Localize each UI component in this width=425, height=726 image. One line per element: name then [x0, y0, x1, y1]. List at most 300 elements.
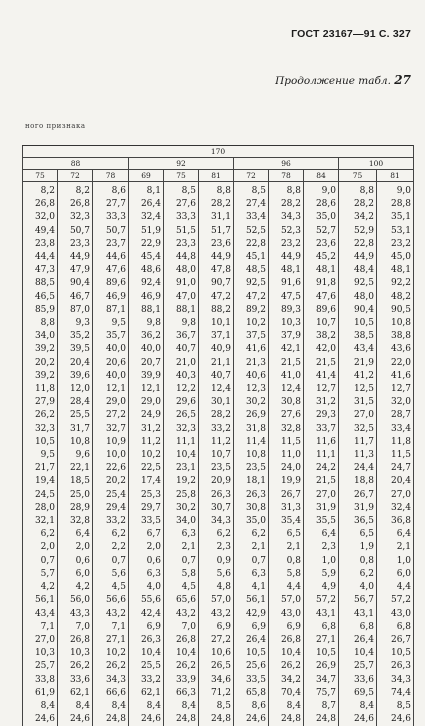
table-row: [23, 304, 414, 317]
table-cell: 10,7: [304, 317, 339, 330]
table-cell: 32,5: [339, 423, 377, 436]
table-cell: 32,0: [377, 396, 414, 409]
table-cell: 5,8: [269, 568, 304, 581]
table-cell: 11,6: [304, 436, 339, 449]
table-cell: 12,5: [339, 383, 377, 396]
table-cell: 22,6: [93, 462, 129, 475]
table-cell: 32,4: [129, 211, 164, 224]
table-cell: 26,4: [339, 634, 377, 647]
table-cell: 28,2: [199, 409, 234, 422]
table-cell: 48,0: [164, 264, 199, 277]
table-cell: 20,6: [93, 357, 129, 370]
table-cell: 12,2: [164, 383, 199, 396]
header-sub: 81: [199, 170, 234, 182]
table-cell: 1,9: [339, 541, 377, 554]
table-cell: 34,3: [269, 211, 304, 224]
table-row: [23, 251, 414, 264]
table-cell: 33,5: [234, 674, 269, 687]
table-cell: 28,4: [58, 396, 93, 409]
table-cell: 9,8: [164, 317, 199, 330]
table-number: 27: [394, 73, 411, 87]
table-cell: 8,8: [199, 185, 234, 198]
table-cell: 25,4: [93, 489, 129, 502]
table-cell: 20,7: [129, 357, 164, 370]
table-cell: 40,0: [129, 343, 164, 356]
table-cell: 34,7: [304, 674, 339, 687]
table-cell: 46,9: [129, 291, 164, 304]
table-cell: 31,9: [339, 502, 377, 515]
table-cell: 10,5: [377, 647, 414, 660]
table-cell: 10,3: [269, 317, 304, 330]
table-cell: 34,0: [23, 330, 58, 343]
table-cell: 6,8: [304, 621, 339, 634]
table-cell: 9,0: [304, 185, 339, 198]
table-cell: 4,8: [199, 581, 234, 594]
table-cell: 4,1: [234, 581, 269, 594]
table-cell: 4,2: [58, 581, 93, 594]
header-sub: 78: [93, 170, 129, 182]
table-cell: 2,1: [377, 541, 414, 554]
table-cell: 2,2: [93, 541, 129, 554]
table-row: [23, 436, 414, 449]
table-cell: 10,8: [377, 317, 414, 330]
table-cell: 28,6: [304, 198, 339, 211]
table-row: [23, 660, 414, 673]
table-cell: 47,9: [58, 264, 93, 277]
table-cell: 48,1: [269, 264, 304, 277]
table-cell: 36,2: [129, 330, 164, 343]
table-cell: 47,6: [304, 291, 339, 304]
table-cell: 8,2: [23, 185, 58, 198]
table-cell: 8,4: [129, 700, 164, 713]
table-cell: 24,9: [129, 409, 164, 422]
table-row: [23, 581, 414, 594]
table-cell: 19,4: [23, 475, 58, 488]
table-cell: 24,0: [269, 462, 304, 475]
table-cell: 57,2: [377, 594, 414, 607]
table-cell: 31,7: [58, 423, 93, 436]
table-cell: 39,9: [129, 370, 164, 383]
table-row: [23, 489, 414, 502]
table-cell: 4,4: [377, 581, 414, 594]
table-cell: 9,8: [129, 317, 164, 330]
table-cell: 49,4: [23, 225, 58, 238]
table-cell: 57,0: [269, 594, 304, 607]
header-sub: 81: [377, 170, 414, 182]
table-cell: 24,2: [304, 462, 339, 475]
table-cell: 26,7: [269, 489, 304, 502]
table-cell: 25,7: [23, 660, 58, 673]
table-cell: 22,1: [58, 462, 93, 475]
table-cell: 40,7: [199, 370, 234, 383]
table-cell: 44,9: [269, 251, 304, 264]
table-cell: 42,1: [269, 343, 304, 356]
table-cell: 25,6: [234, 660, 269, 673]
table-cell: 74,4: [377, 687, 414, 700]
header-sub: 72: [58, 170, 93, 182]
table-cell: 39,5: [58, 343, 93, 356]
table-cell: 11,0: [269, 449, 304, 462]
table-cell: 20,4: [58, 357, 93, 370]
table-cell: 8,4: [23, 700, 58, 713]
header-top: 170: [23, 146, 414, 158]
table-cell: 44,9: [199, 251, 234, 264]
table-cell: 41,6: [234, 343, 269, 356]
table-cell: 6,4: [304, 528, 339, 541]
table-cell: 23,5: [199, 462, 234, 475]
table-cell: 7,0: [164, 621, 199, 634]
table-cell: 6,8: [377, 621, 414, 634]
table-cell: 26,8: [58, 198, 93, 211]
table-cell: 33,6: [339, 674, 377, 687]
table-cell: 37,1: [199, 330, 234, 343]
table-cell: 31,2: [129, 423, 164, 436]
table-cell: 10,5: [234, 647, 269, 660]
table-cell: 43,2: [164, 608, 199, 621]
table-cell: 8,5: [234, 185, 269, 198]
table-cell: 44,6: [93, 251, 129, 264]
table-cell: 34,3: [199, 515, 234, 528]
table-row: [23, 568, 414, 581]
table-cell: 12,1: [93, 383, 129, 396]
table-row: [23, 449, 414, 462]
table-cell: 19,2: [164, 475, 199, 488]
table-cell: 26,8: [269, 634, 304, 647]
header-sub: 84: [304, 170, 339, 182]
table-cell: 43,4: [23, 608, 58, 621]
table-cell: 10,3: [23, 647, 58, 660]
table-cell: 8,4: [269, 700, 304, 713]
table-cell: 12,0: [58, 383, 93, 396]
table-cell: 88,5: [23, 277, 58, 290]
table-cell: 47,0: [164, 291, 199, 304]
table-cell: 66,6: [93, 687, 129, 700]
table-cell: 26,5: [199, 660, 234, 673]
table-cell: 10,2: [234, 317, 269, 330]
table-cell: 6,3: [129, 568, 164, 581]
table-cell: 48,4: [339, 264, 377, 277]
table-cell: 46,5: [23, 291, 58, 304]
table-row: [23, 423, 414, 436]
table-cell: 28,8: [377, 198, 414, 211]
table-cell: 4,0: [339, 581, 377, 594]
table-cell: 5,6: [199, 568, 234, 581]
table-cell: 89,6: [304, 304, 339, 317]
table-cell: 34,3: [377, 674, 414, 687]
table-cell: 11,8: [377, 436, 414, 449]
table-cell: 62,1: [129, 687, 164, 700]
table-row: [23, 343, 414, 356]
table-cell: 6,2: [339, 568, 377, 581]
table-cell: 28,2: [269, 198, 304, 211]
table-cell: 28,7: [377, 409, 414, 422]
table-cell: 88,2: [199, 304, 234, 317]
table-cell: 33,3: [93, 211, 129, 224]
table-row: [23, 291, 414, 304]
header-group: 96: [234, 158, 339, 170]
table-cell: 24,6: [58, 713, 93, 726]
table-cell: 18,5: [58, 475, 93, 488]
table-cell: 10,8: [234, 449, 269, 462]
table-cell: 26,8: [23, 198, 58, 211]
table-cell: 5,9: [304, 568, 339, 581]
table-cell: 26,3: [234, 489, 269, 502]
table-cell: 11,5: [377, 449, 414, 462]
table-cell: 88,1: [129, 304, 164, 317]
table-cell: 8,4: [339, 700, 377, 713]
table-cell: 56,6: [93, 594, 129, 607]
table-cell: 51,9: [129, 225, 164, 238]
table-cell: 1,0: [304, 555, 339, 568]
table-row: [23, 462, 414, 475]
table-cell: 24,6: [339, 713, 377, 726]
table-cell: 26,2: [269, 660, 304, 673]
table-cell: 25,8: [164, 489, 199, 502]
table-row: [23, 211, 414, 224]
table-row: [23, 198, 414, 211]
table-cell: 8,5: [377, 700, 414, 713]
table-cell: 12,1: [129, 383, 164, 396]
table-cell: 30,8: [234, 502, 269, 515]
table-cell: 61,9: [23, 687, 58, 700]
table-cell: 30,2: [234, 396, 269, 409]
table-cell: 2,0: [129, 541, 164, 554]
table-cell: 7,1: [93, 621, 129, 634]
table-cell: 18,1: [234, 475, 269, 488]
table-cell: 47,2: [234, 291, 269, 304]
table-cell: 6,3: [234, 568, 269, 581]
table-cell: 48,1: [377, 264, 414, 277]
table-cell: 92,4: [129, 277, 164, 290]
table-cell: 17,4: [129, 475, 164, 488]
table-cell: 23,6: [199, 238, 234, 251]
table-cell: 12,7: [304, 383, 339, 396]
table-cell: 33,9: [164, 674, 199, 687]
table-row: [23, 225, 414, 238]
table-cell: 1,0: [377, 555, 414, 568]
table-cell: 8,2: [58, 185, 93, 198]
table-cell: 88,1: [164, 304, 199, 317]
table-cell: 10,4: [164, 647, 199, 660]
table-cell: 40,0: [93, 343, 129, 356]
table-cell: 27,0: [377, 489, 414, 502]
table-cell: 29,7: [129, 502, 164, 515]
table-cell: 24,6: [129, 713, 164, 726]
table-row: [23, 674, 414, 687]
table-cell: 38,2: [304, 330, 339, 343]
table-cell: 6,2: [199, 528, 234, 541]
table-cell: 44,8: [164, 251, 199, 264]
table-cell: 5,8: [164, 568, 199, 581]
continuation-text: Продолжение табл.: [275, 75, 391, 87]
table-cell: 21,9: [339, 357, 377, 370]
table-cell: 37,5: [234, 330, 269, 343]
table-cell: 43,0: [269, 608, 304, 621]
table-cell: 27,2: [199, 634, 234, 647]
table-cell: 20,2: [23, 357, 58, 370]
table-cell: 10,4: [164, 449, 199, 462]
table-cell: 11,2: [199, 436, 234, 449]
table-row: [23, 238, 414, 251]
table-cell: 35,0: [304, 211, 339, 224]
table-cell: 92,5: [234, 277, 269, 290]
table-cell: 51,5: [164, 225, 199, 238]
table-cell: 2,3: [304, 541, 339, 554]
table-row: [23, 555, 414, 568]
table-cell: 8,8: [23, 317, 58, 330]
table-cell: 41,0: [269, 370, 304, 383]
table-cell: 8,6: [93, 185, 129, 198]
table-cell: 45,1: [234, 251, 269, 264]
table-cell: 30,8: [269, 396, 304, 409]
table-cell: 10,5: [304, 647, 339, 660]
table-cell: 26,8: [58, 634, 93, 647]
table-row: [23, 634, 414, 647]
table-cell: 6,9: [199, 621, 234, 634]
table-cell: 9,0: [377, 185, 414, 198]
table-cell: 28,0: [23, 502, 58, 515]
table-cell: 52,5: [234, 225, 269, 238]
table-cell: 5,7: [23, 568, 58, 581]
table-cell: 87,0: [58, 304, 93, 317]
header-sub: 75: [164, 170, 199, 182]
table-cell: 25,3: [129, 489, 164, 502]
table-cell: 56,7: [339, 594, 377, 607]
table-cell: 10,4: [129, 647, 164, 660]
table-cell: 10,3: [58, 647, 93, 660]
table-cell: 11,1: [164, 436, 199, 449]
table-cell: 30,7: [199, 502, 234, 515]
table-cell: 32,3: [58, 211, 93, 224]
table-cell: 45,0: [377, 251, 414, 264]
table-cell: 5,6: [93, 568, 129, 581]
table-cell: 26,5: [164, 409, 199, 422]
table-cell: 25,7: [339, 660, 377, 673]
table-row: [23, 277, 414, 290]
table-cell: 28,2: [339, 198, 377, 211]
table-cell: 32,7: [93, 423, 129, 436]
table-cell: 10,2: [129, 449, 164, 462]
table-cell: 8,4: [58, 700, 93, 713]
table-cell: 35,2: [58, 330, 93, 343]
table-cell: 26,8: [164, 634, 199, 647]
table-cell: 32,8: [58, 515, 93, 528]
table-cell: 20,2: [93, 475, 129, 488]
table-cell: 55,6: [129, 594, 164, 607]
table-row: [23, 396, 414, 409]
table-cell: 34,6: [199, 674, 234, 687]
table-cell: 6,9: [234, 621, 269, 634]
table-cell: 0,9: [199, 555, 234, 568]
table-cell: 27,6: [164, 198, 199, 211]
table-cell: 87,1: [93, 304, 129, 317]
header-sub: 75: [23, 170, 58, 182]
table-row: [23, 647, 414, 660]
table-cell: 23,3: [58, 238, 93, 251]
table-cell: 33,8: [23, 674, 58, 687]
table-cell: 24,8: [199, 713, 234, 726]
table-cell: 0,8: [339, 555, 377, 568]
table-cell: 41,6: [377, 370, 414, 383]
table-cell: 26,3: [199, 489, 234, 502]
table-cell: 57,0: [199, 594, 234, 607]
table-cell: 35,0: [234, 515, 269, 528]
table-cell: 4,4: [269, 581, 304, 594]
table-cell: 31,8: [234, 423, 269, 436]
table-cell: 24,7: [377, 462, 414, 475]
table-cell: 92,2: [377, 277, 414, 290]
table-cell: 8,8: [339, 185, 377, 198]
header-sub: 69: [129, 170, 164, 182]
table-cell: 6,5: [269, 528, 304, 541]
table-cell: 21,5: [304, 357, 339, 370]
table-cell: 43,6: [377, 343, 414, 356]
table-cell: 53,1: [377, 225, 414, 238]
table-cell: 12,4: [199, 383, 234, 396]
table-cell: 56,1: [234, 594, 269, 607]
table-cell: 10,7: [199, 449, 234, 462]
table-cell: 6,4: [58, 528, 93, 541]
table-cell: 10,5: [339, 317, 377, 330]
table-cell: 22,9: [129, 238, 164, 251]
table-cell: 18,8: [339, 475, 377, 488]
table-cell: 2,0: [58, 541, 93, 554]
table-row: [23, 357, 414, 370]
table-cell: 7,0: [58, 621, 93, 634]
table-cell: 6,9: [269, 621, 304, 634]
table-cell: 39,2: [23, 343, 58, 356]
table-cell: 24,6: [23, 713, 58, 726]
table-row: [23, 528, 414, 541]
table-cell: 23,8: [23, 238, 58, 251]
table-cell: 22,8: [234, 238, 269, 251]
table-cell: 26,7: [339, 489, 377, 502]
table-cell: 0,7: [23, 555, 58, 568]
table-cell: 27,9: [23, 396, 58, 409]
table-cell: 8,5: [164, 185, 199, 198]
table-cell: 32,1: [23, 515, 58, 528]
table-cell: 6,0: [377, 568, 414, 581]
table-cell: 10,2: [93, 647, 129, 660]
table-cell: 25,0: [58, 489, 93, 502]
table-cell: 34,2: [269, 674, 304, 687]
table-cell: 47,8: [199, 264, 234, 277]
table-cell: 50,7: [58, 225, 93, 238]
table-cell: 22,8: [339, 238, 377, 251]
table-cell: 27,0: [23, 634, 58, 647]
table-cell: 91,6: [269, 277, 304, 290]
table-cell: 6,8: [339, 621, 377, 634]
table-cell: 33,2: [93, 515, 129, 528]
table-cell: 91,0: [164, 277, 199, 290]
table-cell: 10,0: [93, 449, 129, 462]
table-cell: 10,1: [199, 317, 234, 330]
table-cell: 85,9: [23, 304, 58, 317]
table-cell: 23,7: [93, 238, 129, 251]
table-cell: 11,8: [23, 383, 58, 396]
table-cell: 29,4: [93, 502, 129, 515]
table-cell: 11,2: [129, 436, 164, 449]
table-cell: 90,7: [199, 277, 234, 290]
table-cell: 27,0: [339, 409, 377, 422]
table-cell: 12,7: [377, 383, 414, 396]
table-cell: 8,5: [199, 700, 234, 713]
table-cell: 31,9: [304, 502, 339, 515]
table-cell: 43,2: [199, 608, 234, 621]
table-cell: 71,2: [199, 687, 234, 700]
table-cell: 43,1: [339, 608, 377, 621]
table-cell: 48,0: [339, 291, 377, 304]
